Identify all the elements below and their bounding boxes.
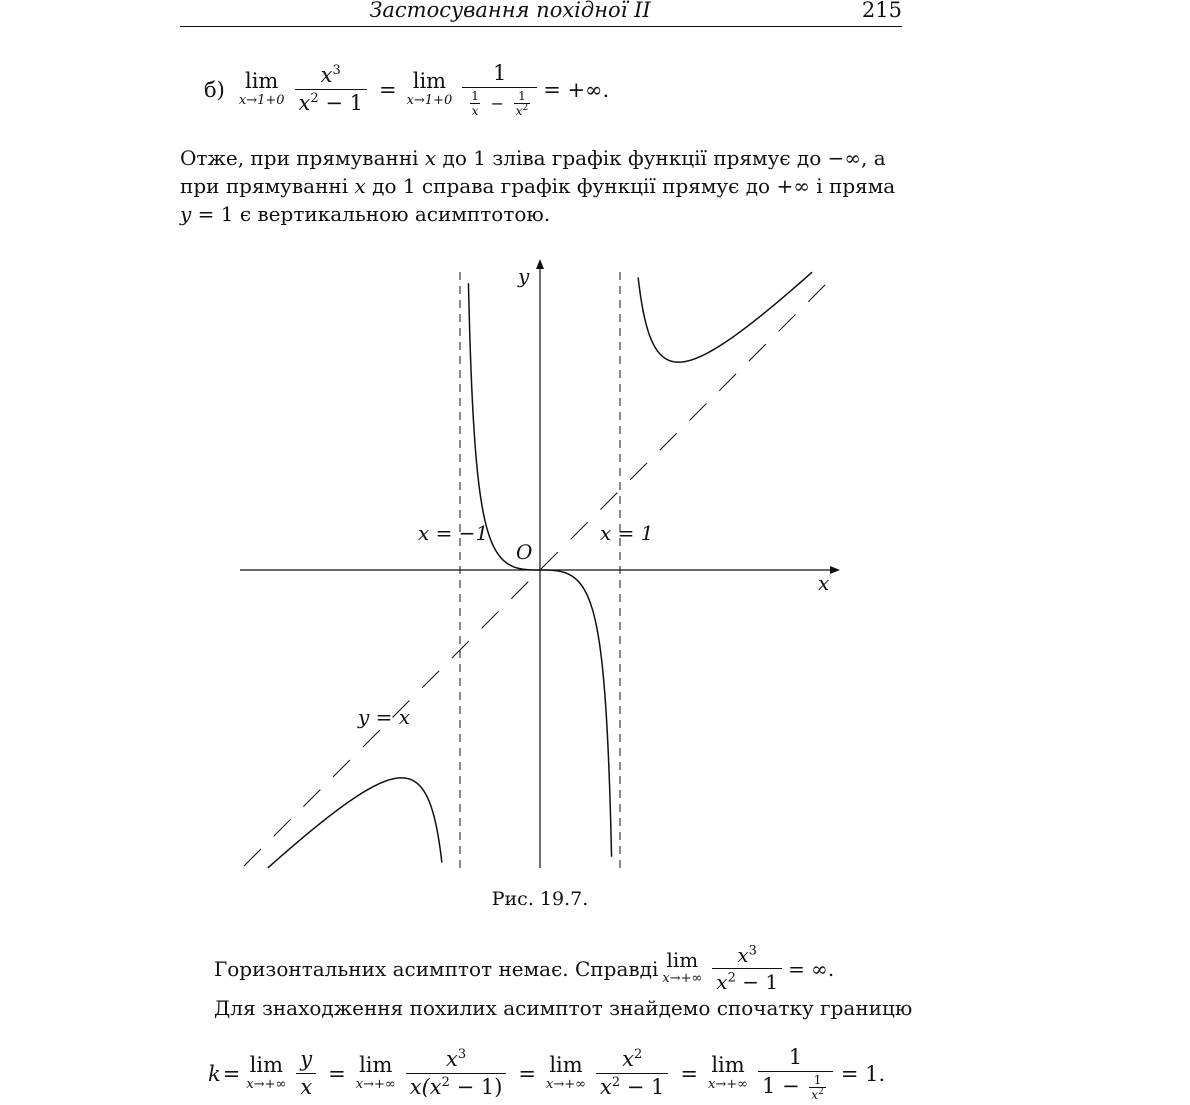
equals-sign: =: [222, 1061, 241, 1086]
numerator-exp: 2: [633, 1046, 643, 1062]
para-var-x2: x: [354, 174, 366, 198]
label-y-equals-x: y = x: [358, 705, 411, 729]
numerator-var: x: [622, 1046, 634, 1071]
label-origin: O: [516, 540, 533, 564]
horizontal-asymptote-line: [214, 944, 834, 993]
page-number: 215: [861, 0, 902, 22]
equation-k: [208, 1046, 885, 1101]
denominator-exp: 2: [611, 1075, 621, 1091]
fraction-y-over-x: [296, 1048, 316, 1099]
small-den-exp: 2: [522, 103, 529, 114]
lim-subscript: x→+∞: [355, 1076, 396, 1092]
denominator-var: x: [716, 970, 728, 994]
denominator-b: − 1): [449, 1075, 503, 1100]
lim-text: lim: [549, 1052, 583, 1077]
equals-sign: =: [328, 1061, 346, 1086]
y-axis-arrow-icon: [536, 259, 544, 269]
fraction-x3-over-x2-1: [712, 944, 782, 993]
small-den: x: [471, 104, 479, 119]
result-one: = 1.: [840, 1061, 886, 1086]
equals-sign: =: [378, 77, 397, 102]
para-text-2: до 1 зліва графік функції прямує до −∞, а при прямуванні: [180, 146, 886, 198]
para-var-x1: x: [424, 146, 437, 170]
lim-text: lim: [359, 1052, 393, 1077]
denominator-var: x: [298, 91, 311, 116]
result-plus-infinity: = +∞.: [543, 77, 610, 102]
lim-text: lim: [412, 68, 447, 93]
para-text-3: до 1 справа графік функції прямує до +∞ і пряма: [365, 174, 896, 198]
denominator-a: 1 −: [761, 1074, 800, 1099]
denominator: x: [296, 1073, 316, 1099]
fraction-x2-over-x2-1: [596, 1048, 668, 1099]
numerator-var: x: [446, 1046, 458, 1071]
small-num: 1: [471, 89, 479, 104]
denominator-var: x: [599, 1075, 612, 1100]
denominator-exp: 2: [441, 1075, 450, 1091]
small-den-exp: 2: [818, 1087, 824, 1098]
lim-subscript: x→+∞: [662, 971, 703, 987]
lim-subscript: x→+∞: [708, 1076, 748, 1092]
denominator-rest: − 1: [325, 91, 363, 116]
asymptote-y-equals-x: [244, 278, 832, 866]
denominator-exp: 2: [727, 970, 736, 986]
small-num: 1: [813, 1073, 822, 1088]
para-var-y: y: [180, 202, 192, 226]
label-y-axis: y: [518, 264, 530, 288]
small-den: x: [811, 1088, 819, 1103]
lim-text: lim: [245, 68, 279, 93]
label-x-axis: x: [818, 571, 830, 595]
equals-sign: =: [518, 1061, 537, 1086]
limit-operator-k4: [708, 1052, 748, 1092]
k-var: k: [208, 1061, 221, 1086]
running-head-title: Застосування похідної ІІ: [369, 0, 651, 22]
lim-subscript: x→1+0: [406, 92, 453, 108]
denominator-rest: − 1: [742, 970, 779, 994]
curve-branch-3: [638, 272, 812, 362]
figure-caption: Рис. 19.7.: [491, 888, 589, 910]
numerator-one: 1: [493, 61, 507, 85]
numerator-exp: 3: [748, 943, 757, 959]
equals-sign: =: [680, 1061, 699, 1086]
lim-subscript: x→+∞: [546, 1076, 586, 1092]
label-x-1: x = 1: [600, 521, 654, 545]
numerator: y: [300, 1046, 313, 1071]
equation-label: б): [204, 77, 225, 102]
lim-subscript: x→+∞: [246, 1076, 287, 1092]
horizontal-text: Горизонтальних асимптот немає. Справді: [214, 956, 659, 981]
x-axis-arrow-icon: [830, 566, 840, 574]
numerator-exp: 3: [457, 1046, 467, 1062]
lim-text: lim: [666, 948, 699, 973]
numerator: 1: [788, 1045, 803, 1069]
curve-branch-1: [268, 778, 442, 868]
fraction-1-over-1-minus: [758, 1046, 833, 1101]
numerator-var: x: [737, 943, 749, 967]
oblique-intro-text: Для знаходження похилих асимптот знайдемо спочатку границю: [214, 996, 913, 1020]
denominator-exp: 2: [310, 91, 319, 107]
para-text-4: = 1 є вертикальною асимптотою.: [191, 202, 551, 226]
limit-operator-k3: [546, 1052, 586, 1092]
para-text-1: Отже, при прямуванні: [180, 146, 425, 170]
minus-sign: −: [490, 94, 504, 114]
lim-text: lim: [711, 1052, 745, 1077]
limit-operator-3: [662, 950, 702, 986]
fraction-x3-over-xx2-1: [406, 1048, 507, 1099]
numerator-exp: 3: [332, 62, 341, 78]
limit-operator-k2: [355, 1052, 396, 1092]
lim-text: lim: [249, 1052, 283, 1077]
denominator-a: x(x: [409, 1075, 442, 1100]
limit-operator-k1: [246, 1052, 287, 1092]
small-num: 1: [518, 89, 526, 104]
lim-subscript: x→1+0: [238, 92, 285, 108]
result-infinity: = ∞.: [788, 956, 835, 981]
numerator-var: x: [320, 62, 333, 87]
small-fraction-1-over-x2: [809, 1074, 826, 1101]
small-den: x: [515, 104, 523, 119]
label-x-minus-1: x = −1: [418, 521, 489, 545]
denominator-rest: − 1: [620, 1075, 665, 1100]
